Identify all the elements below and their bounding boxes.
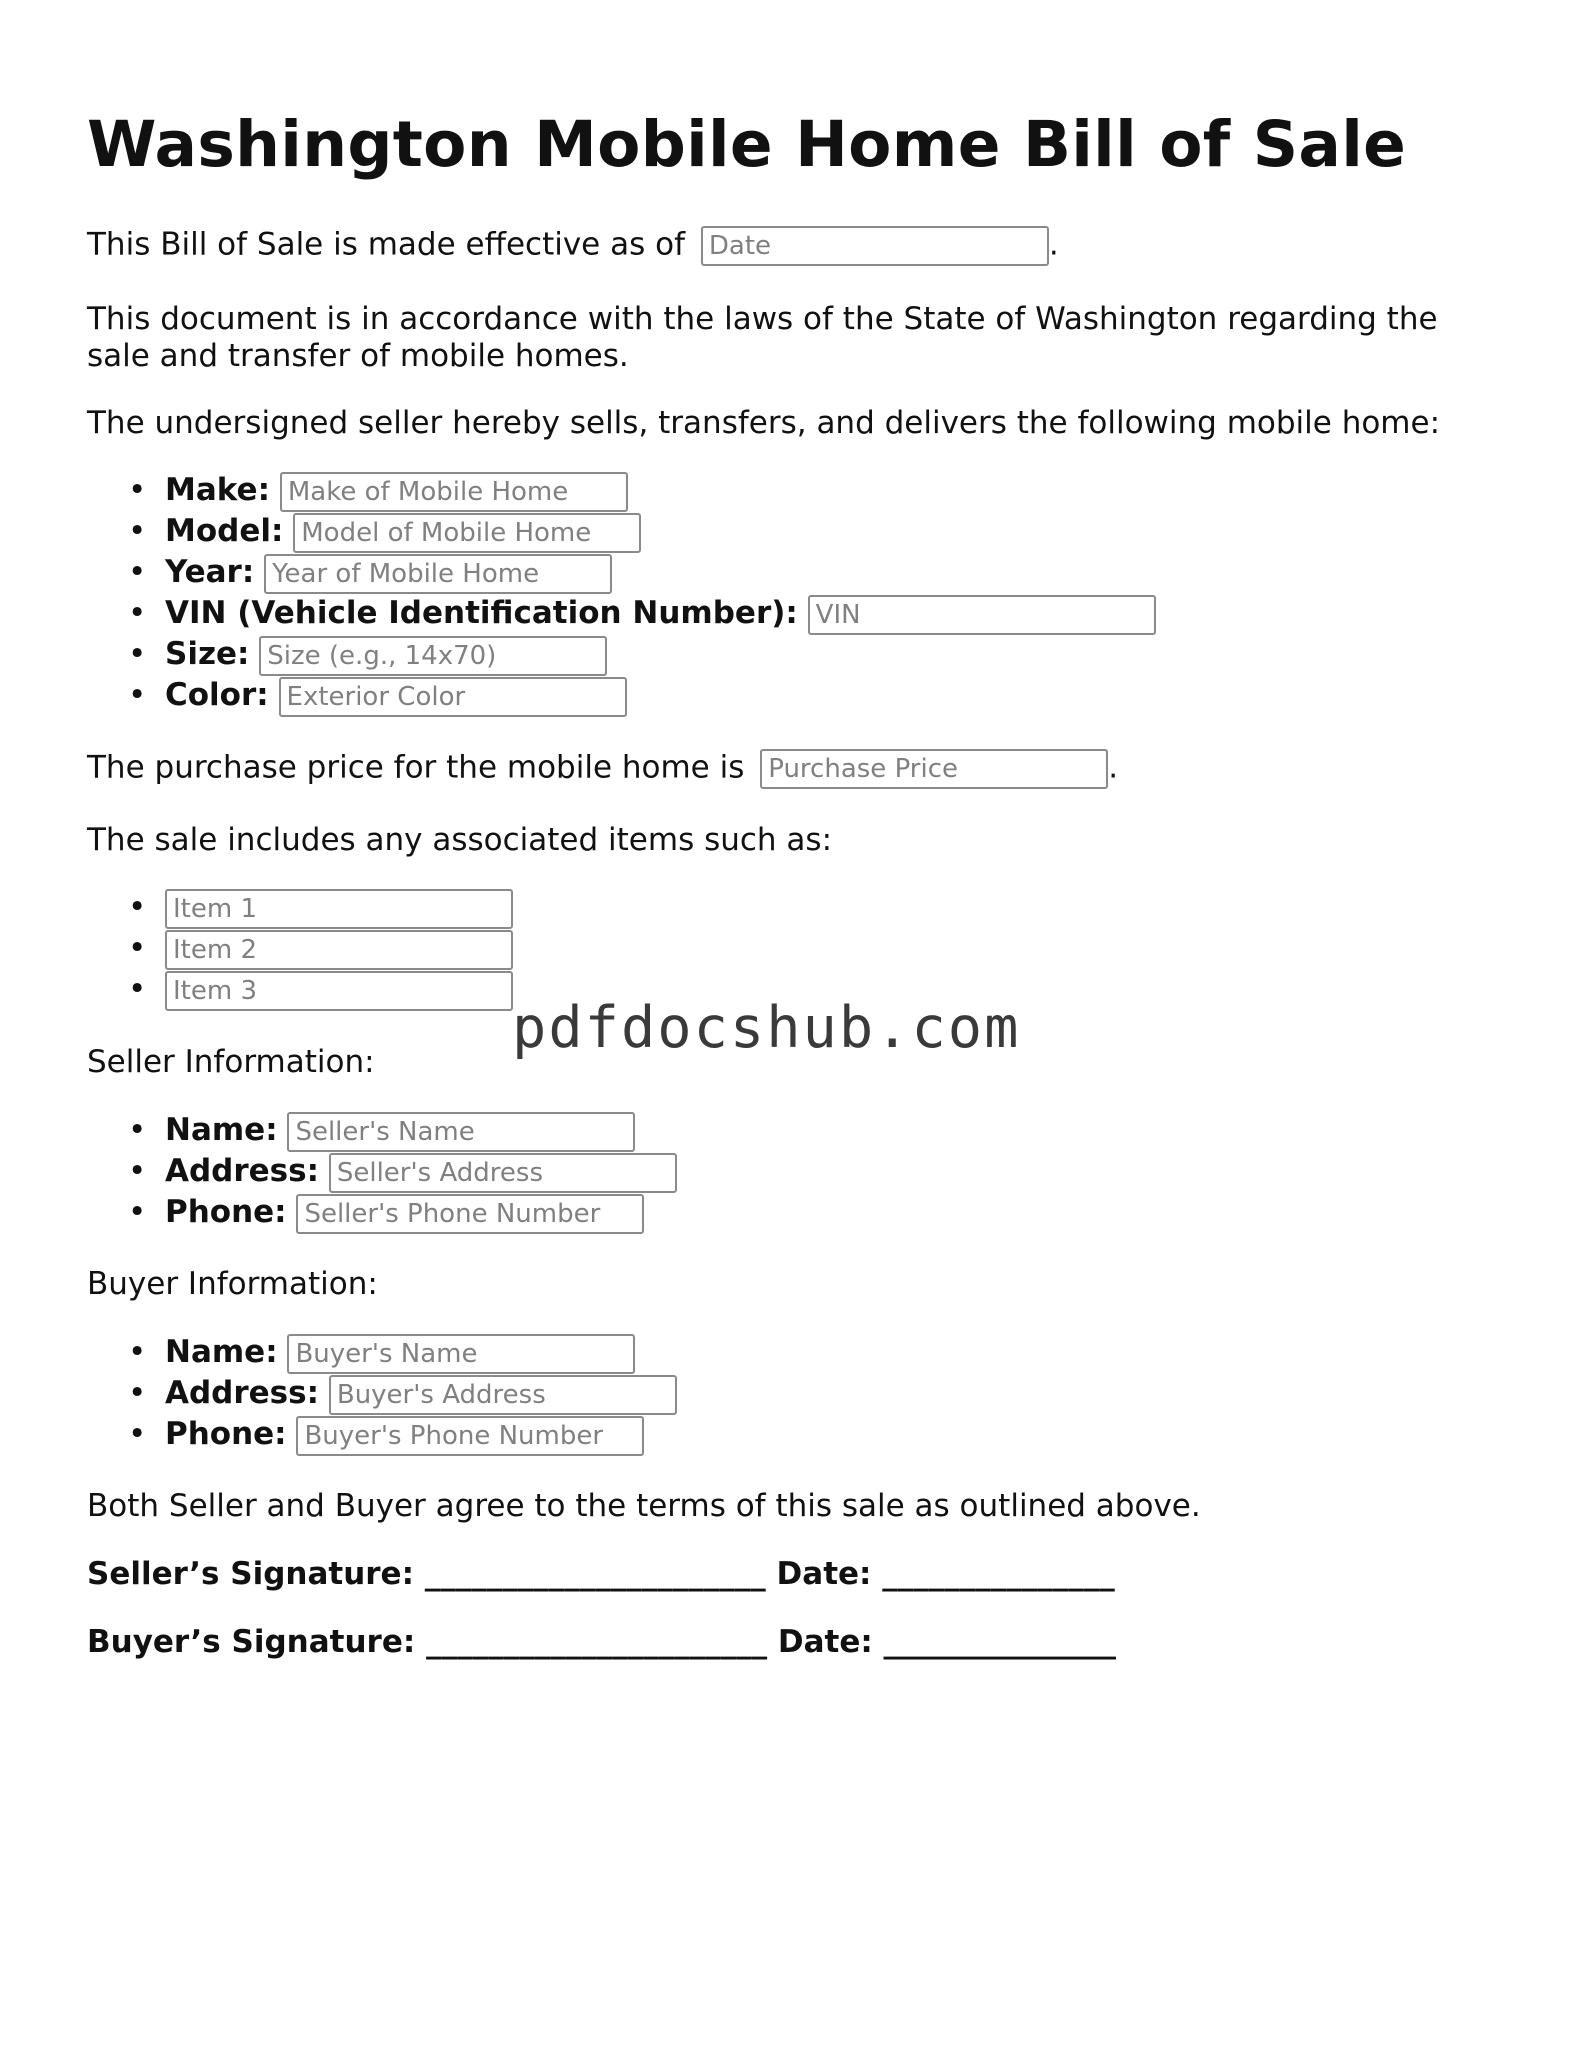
effective-date-period: . [1048,226,1059,263]
effective-date-text: This Bill of Sale is made effective as of [87,226,685,263]
buyer-address-label: Address: [165,1375,319,1411]
list-item [87,675,1156,716]
seller-name-input[interactable] [287,1112,635,1152]
purchase-price-line [87,749,1118,789]
agreement-statement: Both Seller and Buyer agree to the terms of this sale as outlined above. [87,1488,1201,1524]
model-input[interactable] [293,513,641,553]
seller-phone-input[interactable] [296,1194,644,1234]
list-item [87,887,513,928]
list-item [87,1332,677,1373]
buyer-phone-input[interactable] [296,1416,644,1456]
make-input[interactable] [280,472,628,512]
seller-info-list [87,1110,677,1233]
effective-date-input[interactable] [701,226,1049,266]
watermark: pdfdocshub.com [512,995,1021,1061]
purchase-price-input[interactable] [760,749,1108,789]
list-item [87,470,1156,511]
item-3-input[interactable] [165,971,513,1011]
buyer-phone-label: Phone: [165,1416,287,1452]
vin-label: VIN (Vehicle Identification Number): [165,595,798,631]
buyer-name-input[interactable] [287,1334,635,1374]
list-item [87,552,1156,593]
seller-signature-line: Seller’s Signature: ______________________ Date: _______________ [87,1556,1115,1592]
list-item [87,1192,677,1233]
seller-address-input[interactable] [329,1153,677,1193]
list-item [87,969,513,1010]
size-input[interactable] [259,636,607,676]
model-label: Model: [165,513,284,549]
buyer-heading: Buyer Information: [87,1266,378,1302]
buyer-signature-line: Buyer’s Signature: ______________________ Date: _______________ [87,1624,1117,1660]
accordance-paragraph: This document is in accordance with the laws of the State of Washington regarding the sale and transfer of mobile homes. [87,301,1438,374]
seller-address-label: Address: [165,1153,319,1189]
list-item [87,1110,677,1151]
color-input[interactable] [279,677,627,717]
list-item [87,593,1156,634]
year-label: Year: [165,554,255,590]
page-title: Washington Mobile Home Bill of Sale [87,108,1407,181]
list-item [87,1414,677,1455]
purchase-price-text: The purchase price for the mobile home is [87,749,745,786]
size-label: Size: [165,636,250,672]
seller-heading: Seller Information: [87,1044,375,1080]
buyer-info-list [87,1332,677,1455]
associated-items-list [87,887,513,1010]
items-intro: The sale includes any associated items such as: [87,822,833,858]
seller-phone-label: Phone: [165,1194,287,1230]
home-details-list [87,470,1156,716]
list-item [87,634,1156,675]
list-item [87,1151,677,1192]
buyer-name-label: Name: [165,1334,278,1370]
purchase-price-period: . [1108,749,1119,786]
buyer-address-input[interactable] [329,1375,677,1415]
list-item [87,928,513,969]
make-label: Make: [165,472,270,508]
vin-input[interactable] [808,595,1156,635]
list-item [87,511,1156,552]
effective-date-line [87,226,1059,266]
sells-statement: The undersigned seller hereby sells, transfers, and delivers the following mobile home: [87,405,1441,441]
item-2-input[interactable] [165,930,513,970]
seller-name-label: Name: [165,1112,278,1148]
color-label: Color: [165,677,269,713]
item-1-input[interactable] [165,889,513,929]
year-input[interactable] [264,554,612,594]
list-item [87,1373,677,1414]
